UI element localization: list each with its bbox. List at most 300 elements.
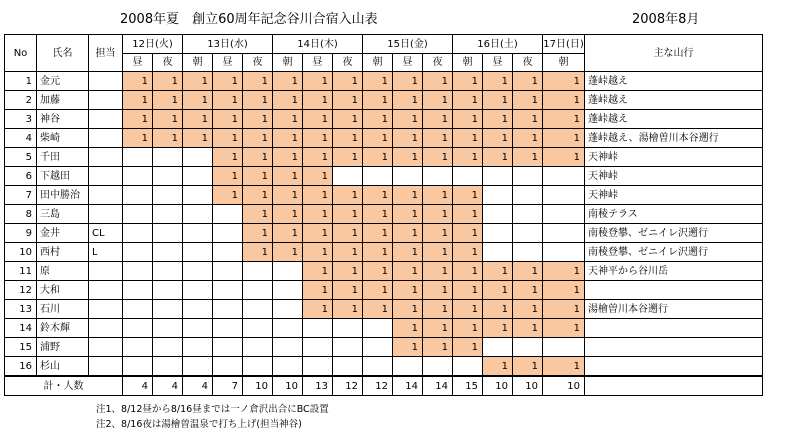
- slot-cell: 1: [423, 243, 453, 262]
- slot-cell: 1: [423, 129, 453, 148]
- slot-cell: [123, 300, 153, 319]
- slot-cell: 1: [363, 91, 393, 110]
- slot-cell: 1: [453, 319, 483, 338]
- slot-cell: [183, 167, 213, 186]
- member-role: [89, 338, 123, 357]
- slot-cell: [123, 167, 153, 186]
- slot-cell: [243, 319, 273, 338]
- slot-cell: [363, 167, 393, 186]
- slot-cell: 1: [423, 91, 453, 110]
- member-route: 蓬峠越え、湯檜曽川本谷遡行: [585, 129, 763, 148]
- slot-cell: 1: [273, 167, 303, 186]
- slot-cell: 1: [483, 357, 513, 377]
- slot-cell: 1: [213, 129, 243, 148]
- slot-cell: 1: [333, 243, 363, 262]
- slot-cell: 1: [483, 319, 513, 338]
- table-row: [5, 357, 763, 377]
- slot-cell: [453, 357, 483, 377]
- total-cell: 14: [393, 376, 423, 396]
- slot-cell: 1: [333, 129, 363, 148]
- slot-header: 夜: [333, 54, 363, 72]
- slot-cell: 1: [333, 281, 363, 300]
- header-route: 主な山行: [585, 35, 763, 72]
- member-name: 加藤: [37, 91, 89, 110]
- slot-cell: [153, 224, 183, 243]
- slot-cell: 1: [483, 148, 513, 167]
- slot-cell: [123, 243, 153, 262]
- slot-cell: 1: [333, 262, 363, 281]
- member-role: [89, 319, 123, 338]
- totals-route: [585, 376, 763, 396]
- page-title: 2008年夏 創立60周年記念谷川合宿入山表: [120, 12, 378, 27]
- slot-header: 朝: [273, 54, 303, 72]
- slot-cell: 1: [393, 243, 423, 262]
- slot-cell: [333, 357, 363, 377]
- slot-cell: 1: [393, 262, 423, 281]
- slot-cell: 1: [243, 167, 273, 186]
- slot-cell: 1: [213, 167, 243, 186]
- table-row: [5, 129, 763, 148]
- slot-cell: 1: [243, 148, 273, 167]
- slot-cell: 1: [243, 243, 273, 262]
- slot-cell: [183, 243, 213, 262]
- slot-cell: [273, 357, 303, 377]
- slot-cell: 1: [423, 110, 453, 129]
- slot-cell: 1: [543, 91, 585, 110]
- slot-cell: 1: [483, 129, 513, 148]
- slot-cell: 1: [543, 319, 585, 338]
- slot-cell: 1: [363, 205, 393, 224]
- slot-cell: 1: [333, 186, 363, 205]
- slot-cell: [123, 319, 153, 338]
- slot-cell: 1: [213, 110, 243, 129]
- total-cell: 13: [303, 376, 333, 396]
- slot-cell: [363, 357, 393, 377]
- member-route: 南稜登攀、ゼニイレ沢遡行: [585, 224, 763, 243]
- slot-cell: [213, 281, 243, 300]
- member-route: 天神平から谷川岳: [585, 262, 763, 281]
- slot-cell: [183, 300, 213, 319]
- slot-cell: [423, 357, 453, 377]
- slot-cell: 1: [393, 205, 423, 224]
- slot-cell: 1: [183, 91, 213, 110]
- slot-cell: [483, 243, 513, 262]
- member-route: 南稜登攀、ゼニイレ沢遡行: [585, 243, 763, 262]
- totals-row: [5, 376, 763, 396]
- member-name: 金元: [37, 72, 89, 91]
- slot-cell: [273, 262, 303, 281]
- total-cell: 10: [243, 376, 273, 396]
- table-row: [5, 300, 763, 319]
- slot-cell: 1: [243, 129, 273, 148]
- slot-cell: 1: [363, 148, 393, 167]
- member-role: [89, 300, 123, 319]
- total-cell: 4: [153, 376, 183, 396]
- slot-cell: [483, 224, 513, 243]
- slot-cell: 1: [243, 72, 273, 91]
- slot-cell: 1: [513, 148, 543, 167]
- slot-cell: 1: [453, 300, 483, 319]
- member-role: [89, 148, 123, 167]
- slot-cell: 1: [213, 148, 243, 167]
- total-cell: 12: [363, 376, 393, 396]
- total-cell: 10: [483, 376, 513, 396]
- slot-cell: 1: [243, 91, 273, 110]
- slot-cell: 1: [243, 224, 273, 243]
- slot-cell: [153, 281, 183, 300]
- total-cell: 4: [183, 376, 213, 396]
- day-header: 17日(日): [543, 35, 585, 54]
- slot-cell: 1: [513, 110, 543, 129]
- slot-cell: 1: [453, 110, 483, 129]
- member-role: [89, 72, 123, 91]
- slot-cell: 1: [303, 262, 333, 281]
- slot-cell: [273, 319, 303, 338]
- member-no: 10: [5, 243, 37, 262]
- slot-header: 夜: [513, 54, 543, 72]
- slot-cell: [183, 319, 213, 338]
- slot-cell: [543, 167, 585, 186]
- slot-cell: [183, 224, 213, 243]
- slot-cell: 1: [483, 91, 513, 110]
- slot-cell: [243, 300, 273, 319]
- slot-cell: 1: [483, 300, 513, 319]
- member-route: 蓬峠越え: [585, 110, 763, 129]
- member-no: 8: [5, 205, 37, 224]
- slot-cell: [153, 205, 183, 224]
- slot-cell: 1: [393, 110, 423, 129]
- member-no: 7: [5, 186, 37, 205]
- slot-cell: 1: [333, 205, 363, 224]
- slot-cell: [363, 338, 393, 357]
- member-no: 9: [5, 224, 37, 243]
- slot-cell: 1: [303, 243, 333, 262]
- slot-cell: 1: [513, 262, 543, 281]
- slot-cell: [213, 338, 243, 357]
- slot-cell: 1: [243, 110, 273, 129]
- slot-cell: [543, 186, 585, 205]
- slot-cell: 1: [483, 281, 513, 300]
- slot-cell: 1: [513, 91, 543, 110]
- slot-cell: [513, 243, 543, 262]
- day-header: 14日(木): [273, 35, 363, 54]
- slot-cell: 1: [363, 243, 393, 262]
- slot-cell: [153, 357, 183, 377]
- slot-header: 朝: [183, 54, 213, 72]
- slot-cell: 1: [363, 186, 393, 205]
- slot-header: 昼: [123, 54, 153, 72]
- member-name: 西村: [37, 243, 89, 262]
- slot-cell: 1: [153, 91, 183, 110]
- member-role: [89, 129, 123, 148]
- slot-cell: 1: [393, 186, 423, 205]
- slot-cell: [333, 319, 363, 338]
- slot-cell: 1: [183, 72, 213, 91]
- slot-cell: 1: [273, 186, 303, 205]
- slot-cell: 1: [423, 281, 453, 300]
- slot-cell: [123, 205, 153, 224]
- slot-cell: 1: [273, 91, 303, 110]
- slot-cell: [483, 338, 513, 357]
- slot-cell: [273, 338, 303, 357]
- slot-cell: [123, 186, 153, 205]
- member-route: [585, 357, 763, 377]
- slot-cell: 1: [543, 129, 585, 148]
- slot-cell: 1: [483, 72, 513, 91]
- slot-cell: 1: [363, 129, 393, 148]
- slot-header: 昼: [483, 54, 513, 72]
- slot-cell: 1: [153, 72, 183, 91]
- slot-cell: 1: [273, 224, 303, 243]
- member-name: 原: [37, 262, 89, 281]
- table-row: [5, 243, 763, 262]
- slot-cell: [153, 300, 183, 319]
- slot-cell: 1: [393, 281, 423, 300]
- day-header: 16日(土): [453, 35, 543, 54]
- header-role: 担当: [89, 35, 123, 72]
- slot-header: 昼: [213, 54, 243, 72]
- slot-cell: 1: [303, 167, 333, 186]
- slot-cell: [123, 148, 153, 167]
- slot-cell: 1: [423, 224, 453, 243]
- slot-cell: 1: [393, 300, 423, 319]
- table-row: [5, 91, 763, 110]
- member-route: [585, 281, 763, 300]
- slot-header: 朝: [453, 54, 483, 72]
- slot-cell: 1: [333, 110, 363, 129]
- slot-cell: [213, 357, 243, 377]
- slot-cell: 1: [183, 129, 213, 148]
- slot-cell: 1: [213, 72, 243, 91]
- slot-cell: 1: [273, 72, 303, 91]
- slot-cell: 1: [453, 262, 483, 281]
- day-header: 15日(金): [363, 35, 453, 54]
- slot-cell: 1: [213, 91, 243, 110]
- slot-cell: 1: [453, 224, 483, 243]
- slot-cell: 1: [123, 110, 153, 129]
- slot-cell: [363, 319, 393, 338]
- slot-header: 朝: [363, 54, 393, 72]
- slot-cell: [123, 281, 153, 300]
- slot-cell: 1: [393, 148, 423, 167]
- member-no: 6: [5, 167, 37, 186]
- slot-cell: 1: [243, 205, 273, 224]
- slot-cell: 1: [303, 129, 333, 148]
- slot-cell: 1: [213, 186, 243, 205]
- member-name: 浦野: [37, 338, 89, 357]
- header-name: 氏名: [37, 35, 89, 72]
- slot-cell: 1: [273, 243, 303, 262]
- day-header: 13日(水): [183, 35, 273, 54]
- slot-cell: 1: [453, 72, 483, 91]
- slot-cell: [273, 281, 303, 300]
- slot-cell: [153, 243, 183, 262]
- slot-cell: 1: [423, 338, 453, 357]
- slot-cell: 1: [543, 281, 585, 300]
- slot-cell: 1: [543, 72, 585, 91]
- slot-cell: 1: [333, 224, 363, 243]
- slot-header: 夜: [153, 54, 183, 72]
- slot-header: 昼: [393, 54, 423, 72]
- table-row: [5, 224, 763, 243]
- slot-cell: [483, 167, 513, 186]
- slot-cell: [153, 186, 183, 205]
- slot-header: 夜: [423, 54, 453, 72]
- total-cell: 15: [453, 376, 483, 396]
- slot-cell: 1: [423, 205, 453, 224]
- slot-cell: [153, 167, 183, 186]
- slot-cell: 1: [303, 300, 333, 319]
- slot-cell: 1: [363, 72, 393, 91]
- member-role: L: [89, 243, 123, 262]
- slot-cell: [453, 167, 483, 186]
- table-row: [5, 262, 763, 281]
- member-role: [89, 205, 123, 224]
- notes: [96, 402, 329, 432]
- slot-cell: 1: [513, 281, 543, 300]
- slot-cell: [243, 281, 273, 300]
- total-cell: 10: [273, 376, 303, 396]
- slot-cell: 1: [423, 300, 453, 319]
- day-header: 12日(火): [123, 35, 183, 54]
- slot-cell: [423, 167, 453, 186]
- slot-cell: 1: [123, 129, 153, 148]
- slot-cell: 1: [513, 129, 543, 148]
- slot-cell: [183, 186, 213, 205]
- slot-cell: [153, 338, 183, 357]
- slot-cell: 1: [453, 186, 483, 205]
- slot-cell: 1: [453, 338, 483, 357]
- table-row: [5, 186, 763, 205]
- member-no: 14: [5, 319, 37, 338]
- total-cell: 10: [543, 376, 585, 396]
- month-label: 2008年8月: [632, 12, 700, 27]
- member-route: 南稜テラス: [585, 205, 763, 224]
- slot-cell: [333, 167, 363, 186]
- slot-cell: [303, 319, 333, 338]
- slot-cell: [303, 338, 333, 357]
- slot-cell: 1: [423, 319, 453, 338]
- member-name: 杉山: [37, 357, 89, 377]
- slot-cell: 1: [393, 338, 423, 357]
- slot-cell: 1: [423, 262, 453, 281]
- slot-cell: [213, 205, 243, 224]
- slot-cell: 1: [273, 148, 303, 167]
- member-route: 蓬峠越え: [585, 91, 763, 110]
- slot-cell: 1: [453, 205, 483, 224]
- member-role: [89, 357, 123, 377]
- table-row: [5, 167, 763, 186]
- slot-cell: 1: [153, 129, 183, 148]
- slot-cell: 1: [393, 224, 423, 243]
- slot-cell: [243, 262, 273, 281]
- slot-cell: 1: [333, 300, 363, 319]
- member-no: 11: [5, 262, 37, 281]
- note-1: 注1、8/12昼から8/16昼までは一ノ倉沢出合にBC設置: [96, 404, 329, 415]
- slot-cell: 1: [453, 91, 483, 110]
- slot-cell: 1: [303, 148, 333, 167]
- member-role: [89, 186, 123, 205]
- slot-cell: 1: [513, 319, 543, 338]
- member-no: 5: [5, 148, 37, 167]
- slot-cell: 1: [243, 186, 273, 205]
- slot-cell: 1: [333, 72, 363, 91]
- slot-cell: 1: [303, 281, 333, 300]
- member-name: 下越田: [37, 167, 89, 186]
- slot-cell: 1: [363, 110, 393, 129]
- table-row: [5, 72, 763, 91]
- member-role: [89, 110, 123, 129]
- total-cell: 7: [213, 376, 243, 396]
- slot-cell: [183, 262, 213, 281]
- slot-cell: [393, 167, 423, 186]
- member-role: [89, 167, 123, 186]
- member-role: [89, 262, 123, 281]
- slot-cell: [153, 262, 183, 281]
- slot-cell: 1: [183, 110, 213, 129]
- table-row: [5, 148, 763, 167]
- slot-cell: 1: [453, 148, 483, 167]
- slot-cell: [483, 205, 513, 224]
- member-route: 天神峠: [585, 167, 763, 186]
- slot-cell: [153, 148, 183, 167]
- slot-cell: [213, 319, 243, 338]
- slot-cell: 1: [393, 72, 423, 91]
- member-name: 大和: [37, 281, 89, 300]
- slot-cell: 1: [303, 72, 333, 91]
- member-no: 2: [5, 91, 37, 110]
- slot-cell: 1: [363, 224, 393, 243]
- member-name: 石川: [37, 300, 89, 319]
- slot-cell: 1: [513, 357, 543, 377]
- slot-cell: 1: [453, 243, 483, 262]
- slot-cell: 1: [123, 72, 153, 91]
- slot-cell: 1: [543, 148, 585, 167]
- slot-cell: [393, 357, 423, 377]
- slot-cell: 1: [483, 262, 513, 281]
- slot-cell: 1: [513, 300, 543, 319]
- slot-cell: 1: [483, 110, 513, 129]
- slot-cell: 1: [453, 129, 483, 148]
- member-name: 鈴木輝: [37, 319, 89, 338]
- member-no: 12: [5, 281, 37, 300]
- slot-cell: [243, 338, 273, 357]
- table-row: [5, 205, 763, 224]
- slot-cell: 1: [393, 129, 423, 148]
- member-no: 3: [5, 110, 37, 129]
- slot-cell: [483, 186, 513, 205]
- member-route: 湯檜曽川本谷遡行: [585, 300, 763, 319]
- member-name: 金井: [37, 224, 89, 243]
- member-no: 15: [5, 338, 37, 357]
- slot-cell: 1: [333, 91, 363, 110]
- slot-cell: [123, 224, 153, 243]
- member-name: 千田: [37, 148, 89, 167]
- slot-cell: [213, 224, 243, 243]
- slot-cell: [153, 319, 183, 338]
- slot-cell: 1: [543, 300, 585, 319]
- total-cell: 12: [333, 376, 363, 396]
- slot-cell: [123, 262, 153, 281]
- slot-cell: 1: [303, 91, 333, 110]
- member-route: 天神峠: [585, 186, 763, 205]
- slot-cell: [513, 205, 543, 224]
- slot-cell: [543, 243, 585, 262]
- total-cell: 10: [513, 376, 543, 396]
- table-row: [5, 338, 763, 357]
- slot-cell: 1: [393, 319, 423, 338]
- member-name: 柴崎: [37, 129, 89, 148]
